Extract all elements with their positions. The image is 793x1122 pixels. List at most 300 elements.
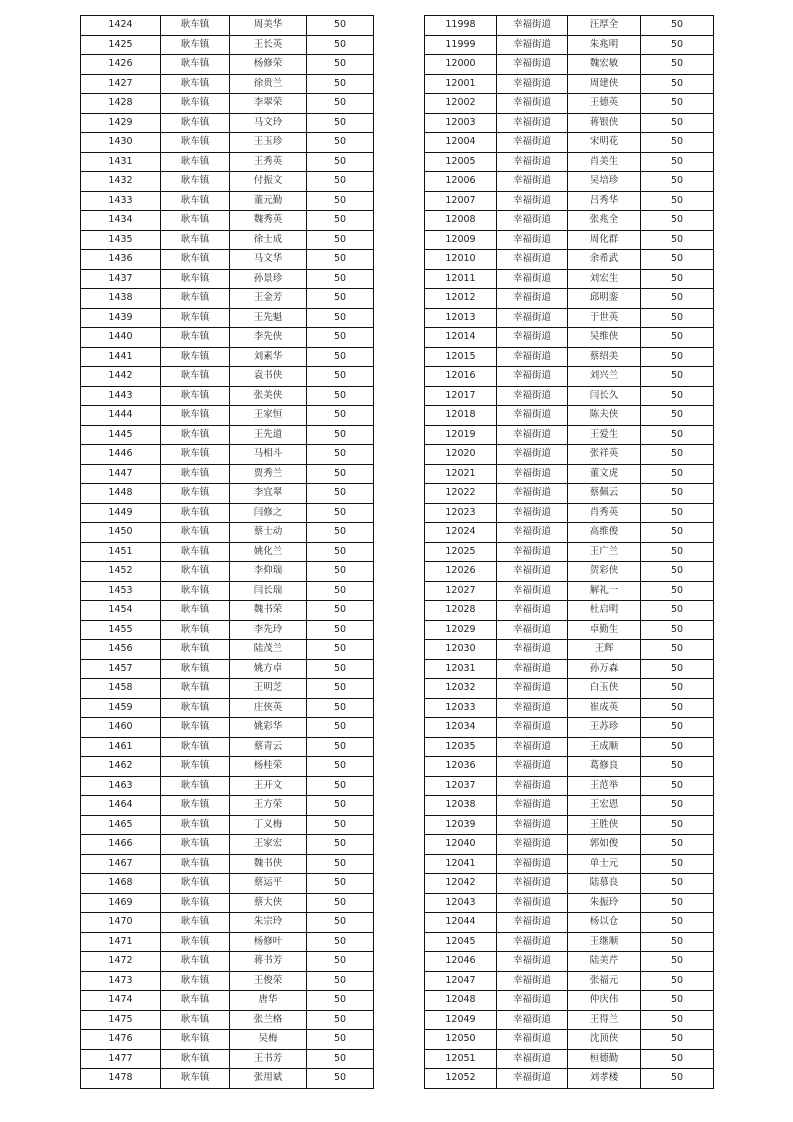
amount-cell: 50 [307,484,374,504]
amount-cell: 50 [307,328,374,348]
amount-cell: 50 [641,991,714,1011]
town-cell: 幸福街道 [497,308,568,328]
serial-number-cell: 11999 [425,35,497,55]
serial-number-cell: 12019 [425,425,497,445]
amount-cell: 50 [307,445,374,465]
name-cell: 吕秀华 [568,191,641,211]
amount-cell: 50 [641,542,714,562]
amount-cell: 50 [641,815,714,835]
serial-number-cell: 12029 [425,620,497,640]
amount-cell: 50 [641,503,714,523]
town-cell: 耿车镇 [161,464,230,484]
amount-cell: 50 [307,913,374,933]
table-row [425,757,714,777]
name-cell: 王范举 [568,776,641,796]
amount-cell: 50 [641,172,714,192]
amount-cell: 50 [307,1010,374,1030]
name-cell: 孙景珍 [230,269,307,289]
amount-cell: 50 [307,16,374,36]
table-row [425,542,714,562]
town-cell: 耿车镇 [161,367,230,387]
table-row [81,659,374,679]
town-cell: 幸福街道 [497,913,568,933]
serial-number-cell: 1456 [81,640,161,660]
amount-cell: 50 [641,640,714,660]
name-cell: 蔡大侠 [230,893,307,913]
serial-number-cell: 12034 [425,718,497,738]
amount-cell: 50 [307,601,374,621]
table-row [425,659,714,679]
name-cell: 蔡青云 [230,737,307,757]
town-cell: 幸福街道 [497,464,568,484]
town-cell: 幸福街道 [497,16,568,36]
table-row [425,601,714,621]
name-cell: 刘宏生 [568,269,641,289]
town-cell: 耿车镇 [161,796,230,816]
amount-cell: 50 [307,113,374,133]
serial-number-cell: 1470 [81,913,161,933]
serial-number-cell: 1430 [81,133,161,153]
town-cell: 幸福街道 [497,289,568,309]
serial-number-cell: 12005 [425,152,497,172]
table-row [81,1069,374,1089]
amount-cell: 50 [641,601,714,621]
town-cell: 幸福街道 [497,347,568,367]
table-row [425,620,714,640]
name-cell: 张兆全 [568,211,641,231]
table-row [425,971,714,991]
town-cell: 耿车镇 [161,542,230,562]
amount-cell: 50 [307,1069,374,1089]
amount-cell: 50 [307,757,374,777]
town-cell: 幸福街道 [497,113,568,133]
town-cell: 耿车镇 [161,1010,230,1030]
name-cell: 袁书侠 [230,367,307,387]
name-cell: 王胜侠 [568,815,641,835]
town-cell: 耿车镇 [161,289,230,309]
name-cell: 王爱生 [568,425,641,445]
town-cell: 幸福街道 [497,484,568,504]
serial-number-cell: 12003 [425,113,497,133]
left-table [80,15,374,1089]
serial-number-cell: 12012 [425,289,497,309]
table-row [425,952,714,972]
town-cell: 幸福街道 [497,191,568,211]
table-row [81,854,374,874]
amount-cell: 50 [307,74,374,94]
amount-cell: 50 [307,386,374,406]
name-cell: 周美华 [230,16,307,36]
amount-cell: 50 [641,737,714,757]
amount-cell: 50 [307,679,374,699]
town-cell: 耿车镇 [161,269,230,289]
serial-number-cell: 1457 [81,659,161,679]
serial-number-cell: 1473 [81,971,161,991]
name-cell: 王广兰 [568,542,641,562]
serial-number-cell: 1425 [81,35,161,55]
amount-cell: 50 [641,952,714,972]
name-cell: 朱宗玲 [230,913,307,933]
amount-cell: 50 [641,854,714,874]
amount-cell: 50 [641,757,714,777]
town-cell: 幸福街道 [497,835,568,855]
amount-cell: 50 [307,698,374,718]
serial-number-cell: 12014 [425,328,497,348]
table-row [425,269,714,289]
town-cell: 耿车镇 [161,640,230,660]
table-row [81,367,374,387]
serial-number-cell: 1477 [81,1049,161,1069]
name-cell: 王秀英 [230,152,307,172]
table-row [81,172,374,192]
town-cell: 幸福街道 [497,152,568,172]
name-cell: 余希武 [568,250,641,270]
table-row [81,835,374,855]
serial-number-cell: 12022 [425,484,497,504]
name-cell: 王宏恩 [568,796,641,816]
table-row [81,776,374,796]
amount-cell: 50 [641,874,714,894]
town-cell: 幸福街道 [497,562,568,582]
name-cell: 李翠荣 [230,94,307,114]
town-cell: 幸福街道 [497,737,568,757]
table-row [425,562,714,582]
table-row [81,289,374,309]
table-row [425,464,714,484]
table-row [81,308,374,328]
name-cell: 杜启明 [568,601,641,621]
town-cell: 幸福街道 [497,991,568,1011]
amount-cell: 50 [307,796,374,816]
name-cell: 马文玲 [230,113,307,133]
serial-number-cell: 12010 [425,250,497,270]
name-cell: 张兰格 [230,1010,307,1030]
amount-cell: 50 [641,367,714,387]
table-row [425,1010,714,1030]
table-row [425,776,714,796]
name-cell: 郭如俊 [568,835,641,855]
amount-cell: 50 [641,74,714,94]
town-cell: 耿车镇 [161,55,230,75]
town-cell: 耿车镇 [161,250,230,270]
table-row [81,406,374,426]
amount-cell: 50 [307,250,374,270]
name-cell: 闫长久 [568,386,641,406]
amount-cell: 50 [641,445,714,465]
name-cell: 董文虎 [568,464,641,484]
serial-number-cell: 1441 [81,347,161,367]
name-cell: 王玉珍 [230,133,307,153]
town-cell: 耿车镇 [161,1049,230,1069]
town-cell: 幸福街道 [497,211,568,231]
town-cell: 耿车镇 [161,94,230,114]
name-cell: 王先魁 [230,308,307,328]
serial-number-cell: 1454 [81,601,161,621]
name-cell: 沈顶侠 [568,1030,641,1050]
town-cell: 幸福街道 [497,932,568,952]
table-row [425,718,714,738]
table-row [81,796,374,816]
table-row [81,484,374,504]
town-cell: 幸福街道 [497,1069,568,1089]
name-cell: 朱振玲 [568,893,641,913]
serial-number-cell: 1446 [81,445,161,465]
table-row [425,640,714,660]
amount-cell: 50 [641,250,714,270]
amount-cell: 50 [641,971,714,991]
town-cell: 幸福街道 [497,718,568,738]
town-cell: 耿车镇 [161,971,230,991]
left-table-body [81,16,374,1089]
name-cell: 刘兴兰 [568,367,641,387]
table-row [425,230,714,250]
town-cell: 幸福街道 [497,425,568,445]
name-cell: 张福元 [568,971,641,991]
amount-cell: 50 [307,289,374,309]
amount-cell: 50 [307,952,374,972]
table-row [81,1030,374,1050]
serial-number-cell: 12001 [425,74,497,94]
table-row [81,932,374,952]
amount-cell: 50 [307,718,374,738]
name-cell: 王金芳 [230,289,307,309]
name-cell: 姚化兰 [230,542,307,562]
serial-number-cell: 1434 [81,211,161,231]
table-row [425,932,714,952]
table-row [81,523,374,543]
name-cell: 蒋书芳 [230,952,307,972]
table-row [81,250,374,270]
town-cell: 耿车镇 [161,35,230,55]
name-cell: 王开文 [230,776,307,796]
name-cell: 魏秀英 [230,211,307,231]
town-cell: 耿车镇 [161,757,230,777]
table-row [425,874,714,894]
serial-number-cell: 12013 [425,308,497,328]
name-cell: 吴培珍 [568,172,641,192]
serial-number-cell: 12045 [425,932,497,952]
table-row [425,1049,714,1069]
serial-number-cell: 12046 [425,952,497,972]
name-cell: 王长英 [230,35,307,55]
town-cell: 耿车镇 [161,503,230,523]
name-cell: 杨修叶 [230,932,307,952]
serial-number-cell: 12011 [425,269,497,289]
town-cell: 幸福街道 [497,406,568,426]
amount-cell: 50 [641,523,714,543]
serial-number-cell: 1428 [81,94,161,114]
table-row [81,971,374,991]
serial-number-cell: 1461 [81,737,161,757]
town-cell: 幸福街道 [497,503,568,523]
table-row [81,445,374,465]
amount-cell: 50 [641,913,714,933]
serial-number-cell: 12015 [425,347,497,367]
serial-number-cell: 12023 [425,503,497,523]
town-cell: 幸福街道 [497,640,568,660]
town-cell: 幸福街道 [497,854,568,874]
amount-cell: 50 [307,347,374,367]
town-cell: 耿车镇 [161,211,230,231]
town-cell: 耿车镇 [161,698,230,718]
serial-number-cell: 1435 [81,230,161,250]
table-row [81,152,374,172]
table-row [425,913,714,933]
table-row [81,640,374,660]
amount-cell: 50 [307,640,374,660]
amount-cell: 50 [307,152,374,172]
table-row [81,542,374,562]
table-row [425,386,714,406]
name-cell: 王继顺 [568,932,641,952]
table-row [425,35,714,55]
amount-cell: 50 [641,698,714,718]
town-cell: 耿车镇 [161,737,230,757]
table-row [81,952,374,972]
name-cell: 魏书荣 [230,601,307,621]
town-cell: 幸福街道 [497,35,568,55]
town-cell: 幸福街道 [497,133,568,153]
table-row [425,523,714,543]
name-cell: 于世英 [568,308,641,328]
town-cell: 幸福街道 [497,386,568,406]
table-row [425,796,714,816]
table-row [425,74,714,94]
amount-cell: 50 [641,893,714,913]
town-cell: 幸福街道 [497,601,568,621]
serial-number-cell: 1471 [81,932,161,952]
amount-cell: 50 [307,230,374,250]
name-cell: 丁义梅 [230,815,307,835]
town-cell: 耿车镇 [161,952,230,972]
table-row [81,679,374,699]
table-row [81,718,374,738]
table-row [81,562,374,582]
town-cell: 耿车镇 [161,172,230,192]
table-row [81,581,374,601]
town-cell: 耿车镇 [161,659,230,679]
amount-cell: 50 [307,874,374,894]
amount-cell: 50 [307,503,374,523]
name-cell: 王成顺 [568,737,641,757]
town-cell: 幸福街道 [497,445,568,465]
town-cell: 幸福街道 [497,776,568,796]
serial-number-cell: 1427 [81,74,161,94]
serial-number-cell: 12024 [425,523,497,543]
amount-cell: 50 [307,523,374,543]
table-row [425,581,714,601]
amount-cell: 50 [307,854,374,874]
amount-cell: 50 [641,581,714,601]
town-cell: 耿车镇 [161,484,230,504]
name-cell: 崔成英 [568,698,641,718]
table-row [425,425,714,445]
serial-number-cell: 1466 [81,835,161,855]
amount-cell: 50 [641,347,714,367]
serial-number-cell: 1453 [81,581,161,601]
serial-number-cell: 1452 [81,562,161,582]
serial-number-cell: 12028 [425,601,497,621]
town-cell: 耿车镇 [161,815,230,835]
amount-cell: 50 [641,562,714,582]
serial-number-cell: 12009 [425,230,497,250]
name-cell: 马文华 [230,250,307,270]
table-row [81,94,374,114]
amount-cell: 50 [307,620,374,640]
serial-number-cell: 1478 [81,1069,161,1089]
amount-cell: 50 [641,1030,714,1050]
amount-cell: 50 [641,796,714,816]
town-cell: 幸福街道 [497,815,568,835]
serial-number-cell: 1475 [81,1010,161,1030]
serial-number-cell: 12000 [425,55,497,75]
town-cell: 幸福街道 [497,1010,568,1030]
serial-number-cell: 1429 [81,113,161,133]
name-cell: 王方荣 [230,796,307,816]
name-cell: 王家恒 [230,406,307,426]
amount-cell: 50 [641,289,714,309]
amount-cell: 50 [641,718,714,738]
serial-number-cell: 12027 [425,581,497,601]
town-cell: 幸福街道 [497,542,568,562]
amount-cell: 50 [307,659,374,679]
town-cell: 耿车镇 [161,581,230,601]
amount-cell: 50 [641,308,714,328]
serial-number-cell: 1455 [81,620,161,640]
serial-number-cell: 1438 [81,289,161,309]
amount-cell: 50 [641,35,714,55]
town-cell: 耿车镇 [161,854,230,874]
name-cell: 周化群 [568,230,641,250]
table-row [425,893,714,913]
serial-number-cell: 1442 [81,367,161,387]
town-cell: 耿车镇 [161,74,230,94]
amount-cell: 50 [641,1010,714,1030]
name-cell: 桓德勤 [568,1049,641,1069]
town-cell: 幸福街道 [497,328,568,348]
town-cell: 耿车镇 [161,991,230,1011]
town-cell: 耿车镇 [161,932,230,952]
serial-number-cell: 1472 [81,952,161,972]
table-row [425,328,714,348]
table-row [81,464,374,484]
name-cell: 贾秀兰 [230,464,307,484]
serial-number-cell: 1447 [81,464,161,484]
serial-number-cell: 1426 [81,55,161,75]
town-cell: 幸福街道 [497,581,568,601]
table-row [81,328,374,348]
serial-number-cell: 12044 [425,913,497,933]
table-row [425,991,714,1011]
amount-cell: 50 [641,659,714,679]
amount-cell: 50 [307,269,374,289]
amount-cell: 50 [307,367,374,387]
amount-cell: 50 [307,308,374,328]
amount-cell: 50 [641,932,714,952]
town-cell: 幸福街道 [497,230,568,250]
serial-number-cell: 12043 [425,893,497,913]
table-row [81,16,374,36]
table-row [425,250,714,270]
name-cell: 张祥英 [568,445,641,465]
serial-number-cell: 12007 [425,191,497,211]
serial-number-cell: 12033 [425,698,497,718]
name-cell: 张美侠 [230,386,307,406]
name-cell: 杨修荣 [230,55,307,75]
town-cell: 耿车镇 [161,445,230,465]
serial-number-cell: 12052 [425,1069,497,1089]
town-cell: 耿车镇 [161,1069,230,1089]
